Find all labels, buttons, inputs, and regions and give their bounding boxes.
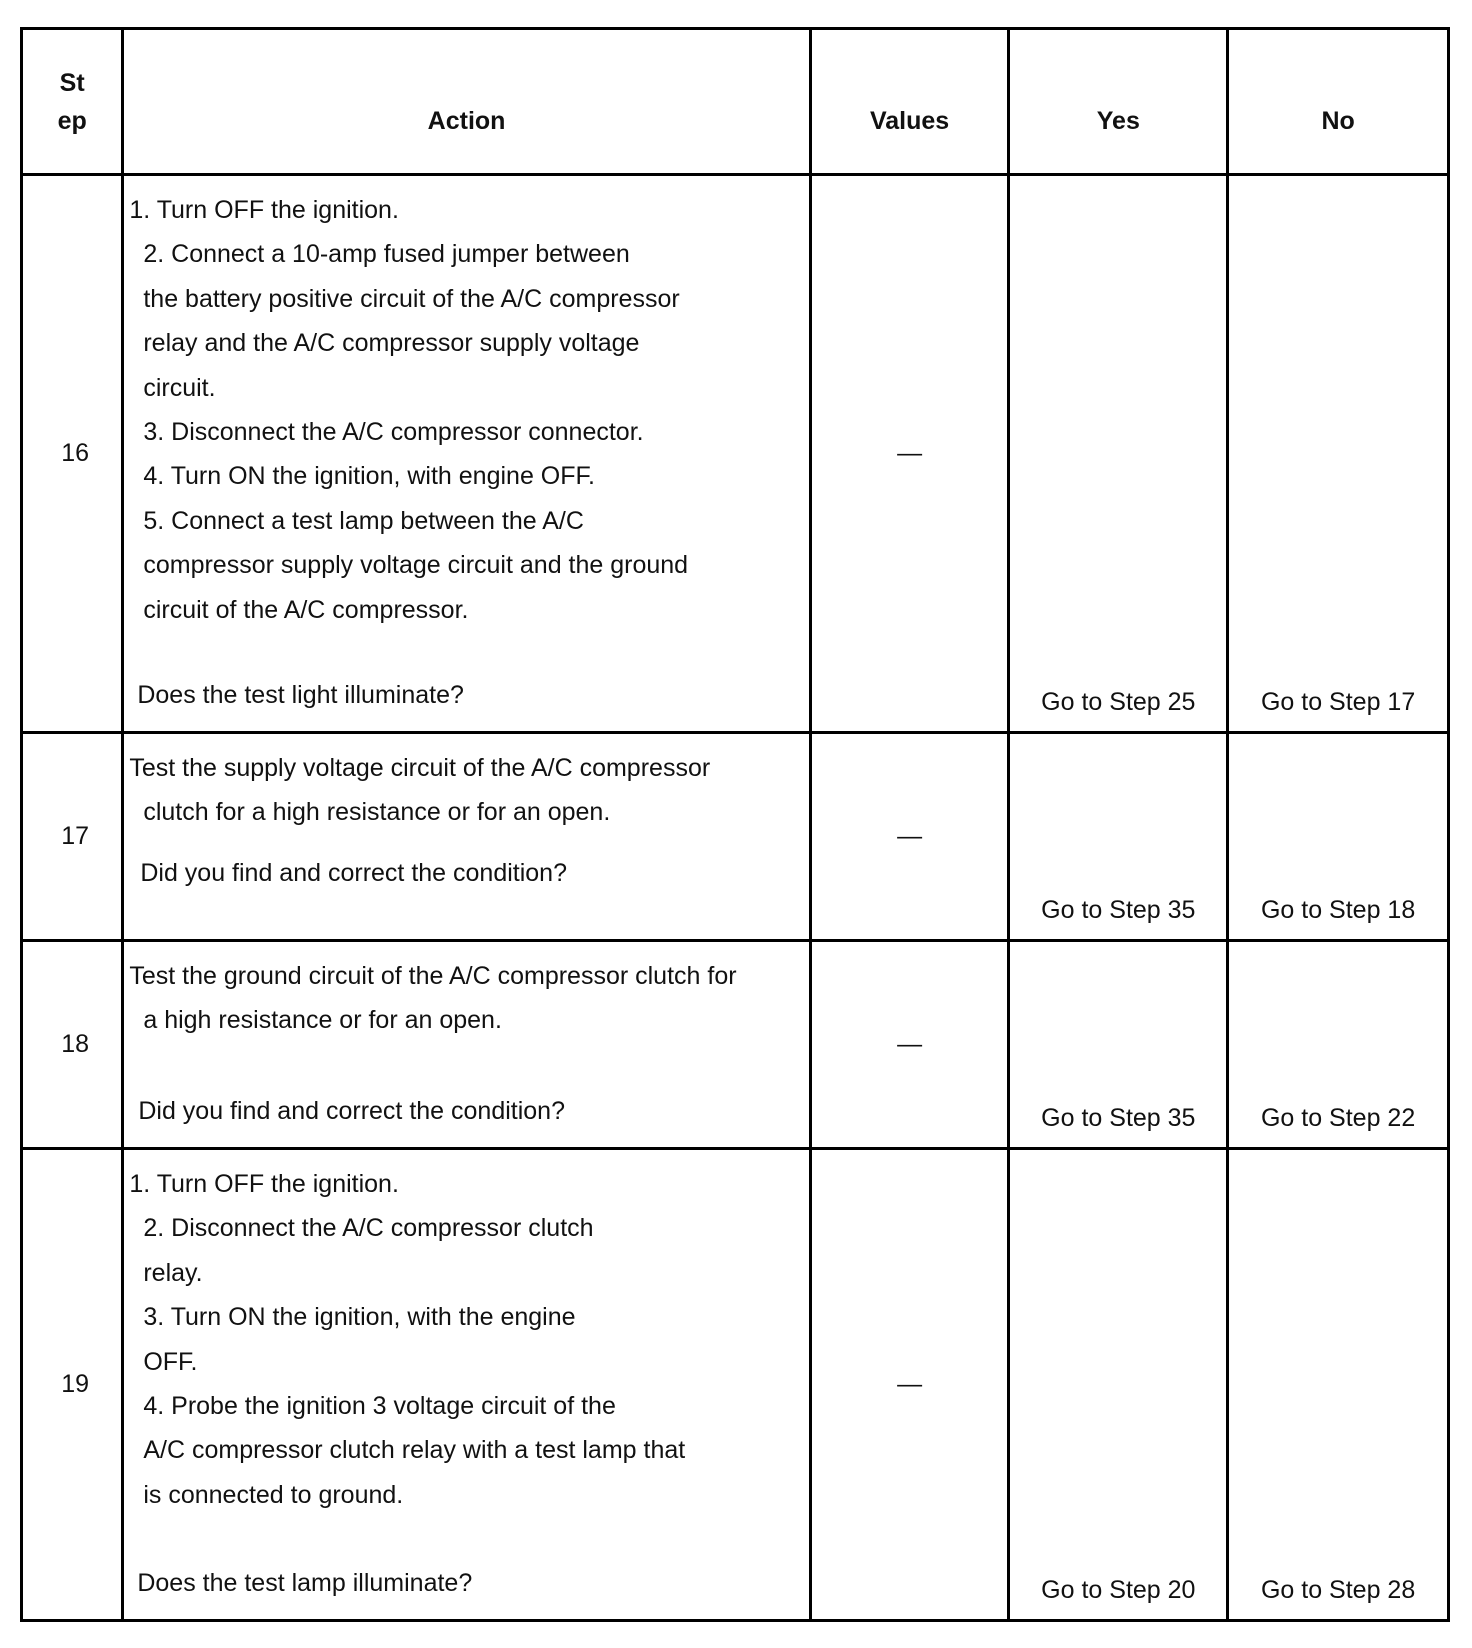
action-question: Did you find and correct the condition? — [138, 1096, 565, 1125]
action-line: 4. Turn ON the ignition, with engine OFF. — [143, 462, 595, 491]
no-cell — [1228, 1149, 1449, 1621]
table-row — [22, 175, 1449, 733]
action-cell — [123, 733, 810, 941]
action-cell — [123, 1149, 810, 1621]
action-line: 4. Probe the ignition 3 voltage circuit of the — [143, 1392, 616, 1421]
no-cell — [1228, 175, 1449, 733]
no-cell — [1228, 733, 1449, 941]
step-number: 19 — [22, 1149, 123, 1621]
yes-cell — [1009, 175, 1228, 733]
header-yes: Yes — [1009, 29, 1228, 175]
action-line: a high resistance or for an open. — [143, 1006, 502, 1035]
no-target: Go to Step 28 — [1260, 1576, 1416, 1604]
step-number: 16 — [22, 175, 123, 733]
table-row — [22, 1149, 1449, 1621]
yes-target: Go to Step 35 — [1041, 1104, 1196, 1132]
yes-cell — [1009, 941, 1228, 1149]
action-line: the battery positive circuit of the A/C compressor — [143, 284, 680, 313]
action-line: 2. Connect a 10-amp fused jumper between — [143, 240, 630, 269]
header-action: Action — [123, 29, 810, 175]
diagnostic-table — [20, 27, 1450, 1622]
action-line: relay. — [143, 1258, 203, 1287]
action-line: Test the supply voltage circuit of the A/C compressor — [129, 754, 711, 782]
table-row — [22, 941, 1449, 1149]
no-target: Go to Step 18 — [1260, 896, 1416, 924]
no-target: Go to Step 22 — [1260, 1104, 1416, 1132]
values-cell: — — [810, 733, 1009, 941]
action-line: circuit of the A/C compressor. — [143, 595, 469, 624]
action-line: relay and the A/C compressor supply voltage — [143, 329, 640, 358]
action-line: 1. Turn OFF the ignition. — [129, 196, 399, 224]
action-line: 1. Turn OFF the ignition. — [129, 1170, 399, 1198]
action-line: 3. Disconnect the A/C compressor connector. — [143, 418, 644, 447]
no-cell — [1228, 941, 1449, 1149]
action-cell — [123, 175, 810, 733]
step-number: 17 — [22, 733, 123, 941]
action-line: clutch for a high resistance or for an open. — [143, 798, 611, 827]
action-line: A/C compressor clutch relay with a test lamp that — [143, 1436, 686, 1465]
header-step — [22, 29, 123, 175]
action-cell — [123, 941, 810, 1149]
action-question: Does the test lamp illuminate? — [137, 1568, 473, 1597]
action-line: 5. Connect a test lamp between the A/C — [143, 506, 584, 535]
header-step-line2: ep — [57, 106, 87, 135]
action-line: 3. Turn ON the ignition, with the engine — [143, 1303, 576, 1332]
yes-cell — [1009, 1149, 1228, 1621]
step-number: 18 — [22, 941, 123, 1149]
header-row — [22, 29, 1449, 175]
yes-cell — [1009, 733, 1228, 941]
action-line: compressor supply voltage circuit and the ground — [143, 551, 689, 580]
yes-target: Go to Step 25 — [1041, 688, 1196, 716]
table-row — [22, 733, 1449, 941]
action-line: Test the ground circuit of the A/C compressor clutch for — [129, 962, 737, 990]
header-no: No — [1228, 29, 1449, 175]
action-question: Did you find and correct the condition? — [140, 858, 567, 887]
no-target: Go to Step 17 — [1260, 688, 1416, 716]
values-cell: — — [810, 941, 1009, 1149]
header-values: Values — [810, 29, 1009, 175]
values-cell: — — [810, 175, 1009, 733]
header-step-line1: St — [59, 68, 85, 97]
action-question: Does the test light illuminate? — [137, 680, 464, 709]
yes-target: Go to Step 35 — [1041, 896, 1196, 924]
yes-target: Go to Step 20 — [1041, 1576, 1196, 1604]
action-line: is connected to ground. — [143, 1480, 404, 1509]
values-cell: — — [810, 1149, 1009, 1621]
action-line: OFF. — [143, 1347, 198, 1376]
action-line: circuit. — [143, 373, 216, 402]
action-line: 2. Disconnect the A/C compressor clutch — [143, 1214, 594, 1243]
